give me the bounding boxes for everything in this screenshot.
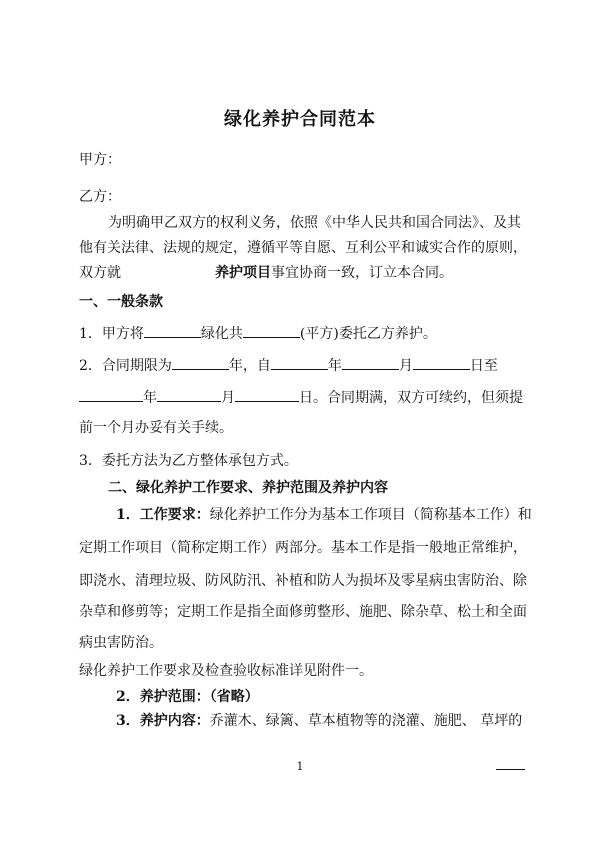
document-title: 绿化养护合同范本 bbox=[224, 109, 376, 130]
requirements-line-5: 病虫害防治。 bbox=[79, 635, 163, 651]
section2-heading: 二、绿化养护工作要求、养护范围及养护内容 bbox=[108, 480, 388, 496]
blank-field[interactable] bbox=[172, 355, 229, 370]
blank-field[interactable] bbox=[235, 387, 299, 402]
blank-field[interactable] bbox=[413, 355, 470, 370]
blank-field[interactable] bbox=[243, 323, 300, 338]
requirements-text-1: 绿化养护工作分为基本工作项目（简称基本工作）和 bbox=[209, 507, 532, 523]
project-name-label: 养护项目 bbox=[215, 265, 271, 281]
page-number: 1 bbox=[296, 760, 304, 773]
clause-2-text-e: 日至 bbox=[469, 358, 498, 374]
scope-label: 2．养护范围： bbox=[116, 689, 210, 705]
annex-reference: 绿化养护工作要求及检查验收标准详见附件一。 bbox=[79, 663, 373, 679]
content-label: 3．养护内容： bbox=[116, 713, 210, 729]
footer-rule bbox=[496, 769, 525, 770]
requirements-line-4: 杂草和修剪等；定期工作是指全面修剪整形、施肥、除杂草、松土和全面 bbox=[79, 604, 527, 620]
clause-2-text-c: 年 bbox=[327, 358, 342, 374]
clause-2-text-h: 日。合同期满，双方可续约，但须提 bbox=[299, 390, 523, 406]
section1-heading: 一、一般条款 bbox=[79, 294, 163, 310]
clause-2-text-g: 月 bbox=[221, 390, 235, 406]
intro-line-2: 他有关法律、法规的规定，遵循平等自愿、互利公平和诚实合作的原则， bbox=[79, 240, 527, 256]
clause-2-line-3: 前一个月办妥有关手续。 bbox=[79, 420, 233, 436]
clause-1-text-b: 绿化共 bbox=[200, 326, 243, 342]
requirements-line-3: 即浇水、清理垃圾、防风防汛、补植和防人为损坏及零星病虫害防治、除 bbox=[79, 573, 527, 589]
clause-1 bbox=[79, 323, 437, 344]
clause-2-text-a: 2．合同期限为 bbox=[79, 358, 172, 374]
intro-line-3 bbox=[79, 263, 453, 283]
requirements-line-2: 定期工作项目（简称定期工作）两部分。基本工作是指一般地正常维护， bbox=[79, 540, 527, 556]
content-line bbox=[116, 711, 522, 731]
intro-line-1: 为明确甲乙双方的权利义务，依照《中华人民共和国合同法》、及其 bbox=[108, 215, 521, 231]
blank-field[interactable] bbox=[271, 355, 328, 370]
clause-2-line-1 bbox=[79, 355, 498, 376]
blank-field[interactable] bbox=[79, 387, 143, 402]
intro-text-c: 事宜协商一致，订立本合同。 bbox=[271, 265, 453, 281]
content-text: 乔灌木、绿篱、草本植物等的浇灌、施肥、 草坪的 bbox=[209, 713, 523, 729]
clause-1-text-c: (平方)委托乙方养护。 bbox=[299, 326, 437, 342]
clause-2-text-d: 月 bbox=[398, 358, 413, 374]
clause-3: 3．委托方法为乙方整体承包方式。 bbox=[79, 453, 298, 469]
blank-field[interactable] bbox=[342, 355, 399, 370]
blank-field[interactable] bbox=[144, 323, 201, 338]
intro-text-a: 双方就 bbox=[79, 265, 121, 281]
requirements-line-1 bbox=[116, 505, 532, 525]
clause-2-text-f: 年 bbox=[143, 390, 157, 406]
blank-field[interactable] bbox=[157, 387, 221, 402]
party-a-label: 甲方： bbox=[79, 152, 121, 168]
scope-value: （省略） bbox=[209, 689, 259, 705]
clause-1-text-a: 1．甲方将 bbox=[79, 326, 144, 342]
party-b-label: 乙方： bbox=[79, 189, 121, 205]
clause-2-line-2 bbox=[79, 387, 523, 408]
requirements-label: 1．工作要求： bbox=[116, 507, 210, 523]
scope-line bbox=[116, 687, 259, 707]
clause-2-text-b: 年，自 bbox=[228, 358, 271, 374]
